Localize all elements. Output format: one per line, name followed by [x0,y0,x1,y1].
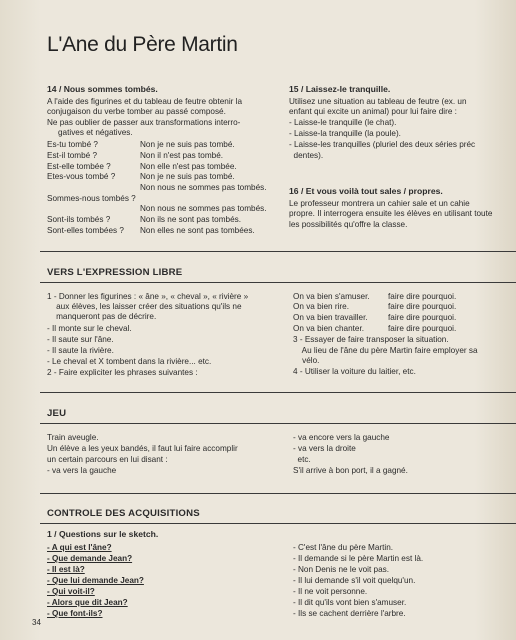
page-title: L'Ane du Père Martin [47,33,238,56]
ex14-question: Etes-vous tombé ? [47,172,116,181]
ex14-answer: Non nous ne sommes pas tombés. [140,204,267,213]
expression-instruction: faire dire pourquoi. [388,292,457,301]
ex14-intro-line: Ne pas oublier de passer aux transformations interro- [47,118,241,127]
ex15-line: enfant qui excite un animal) pour lui faire dire : [289,107,457,116]
section-divider [40,493,516,494]
expression-phrase: On va bien travailler. [293,313,368,322]
jeu-line: etc. [293,455,311,464]
expression-phrase: On va bien rire. [293,302,349,311]
ex15-line: - Laisse-le tranquille (le chat). [289,118,397,127]
ex14-intro-line: A l'aide des figurines et du tableau de feutre obtenir la [47,97,243,106]
expression-instruction: faire dire pourquoi. [388,313,457,322]
ex16-line: les possibilités qu'offre la classe. [289,220,408,229]
section-divider [40,392,516,393]
answer-line: - Il ne voit personne. [293,587,368,596]
ex14-answer: Non nous ne sommes pas tombés. [140,183,267,192]
ex14-question: Est-elle tombée ? [47,162,111,171]
ex14-answer: Non elles ne sont pas tombées. [140,226,255,235]
question-line: - Que font-ils? [47,609,103,618]
controle-subheading: 1 / Questions sur le sketch. [47,529,159,539]
ex16-heading: 16 / Et vous voilà tout sales / propres. [289,186,443,196]
ex15-heading: 15 / Laissez-le tranquille. [289,84,391,94]
expression-line: 2 - Faire expliciter les phrases suivantes : [47,368,198,377]
answer-line: - Il demande si le père Martin est là. [293,554,424,563]
expression-instruction: faire dire pourquoi. [388,302,457,311]
ex15-line: - Laisse-la tranquille (la poule). [289,129,401,138]
expression-line: - Le cheval et X tombent dans la rivière... etc. [47,357,212,366]
ex14-question: Sommes-nous tombés ? [47,194,136,203]
question-line: - Que lui demande Jean? [47,576,144,585]
ex16-line: Le professeur montrera un cahier sale et un cahie [289,199,470,208]
jeu-line: Train aveugle. [47,433,99,442]
page-number: 34 [32,618,41,627]
expression-heading: VERS L'EXPRESSION LIBRE [47,267,183,278]
answer-line: - Il lui demande s'il voit quelqu'un. [293,576,416,585]
expression-line: - Il saute la rivière. [47,346,114,355]
expression-line: 1 - Donner les figurines : « âne », « cheval », « rivière » [47,292,249,301]
expression-line: - Il monte sur le cheval. [47,324,132,333]
expression-instruction: faire dire pourquoi. [388,324,457,333]
ex14-heading: 14 / Nous sommes tombés. [47,84,158,94]
expression-line: 4 - Utiliser la voiture du laitier, etc. [293,367,416,376]
question-line: - Il est là? [47,565,85,574]
jeu-heading: JEU [47,408,67,419]
expression-line: aux élèves, les laisser créer des situations qu'ils ne [47,302,242,311]
expression-line: 3 - Essayer de faire transposer la situation. [293,335,449,344]
question-line: - Alors que dit Jean? [47,598,128,607]
answer-line: - C'est l'âne du père Martin. [293,543,394,552]
expression-line: Au lieu de l'âne du père Martin faire employer sa [293,346,478,355]
expression-line: manqueront pas de décrire. [47,312,157,321]
question-line: - Que demande Jean? [47,554,133,563]
ex14-answer: Non il n'est pas tombé. [140,151,224,160]
ex14-question: Es-tu tombé ? [47,140,98,149]
expression-line: - Il saute sur l'âne. [47,335,114,344]
question-line: - Qui voit-il? [47,587,95,596]
expression-phrase: On va bien chanter. [293,324,365,333]
controle-heading: CONTROLE DES ACQUISITIONS [47,508,200,519]
question-line: - A qui est l'âne? [47,543,112,552]
ex16-line: propre. Il interrogera ensuite les élèves en utilisant toute [289,209,493,218]
jeu-line: S'il arrive à bon port, il a gagné. [293,466,408,475]
expression-phrase: On va bien s'amuser. [293,292,370,301]
ex14-intro-line: conjugaison du verbe tomber au passé composé. [47,107,226,116]
jeu-line: Un élève a les yeux bandés, il faut lui faire accomplir [47,444,238,453]
section-divider [40,523,516,524]
section-divider [40,251,516,252]
ex15-line: Utilisez une situation au tableau de feutre (ex. un [289,97,467,106]
ex14-question: Est-il tombé ? [47,151,98,160]
jeu-line: - va encore vers la gauche [293,433,390,442]
ex14-question: Sont-elles tombées ? [47,226,124,235]
section-divider [40,423,516,424]
answer-line: - Il dit qu'ils vont bien s'amuser. [293,598,407,607]
jeu-line: - va vers la droite [293,444,356,453]
ex14-answer: Non je ne suis pas tombé. [140,140,235,149]
answer-line: - Ils se cachent derrière l'arbre. [293,609,406,618]
jeu-line: - va vers la gauche [47,466,117,475]
ex15-line: - Laisse-les tranquilles (pluriel des deux séries préc [289,140,476,149]
ex14-question: Sont-ils tombés ? [47,215,111,224]
expression-line: vélo. [293,356,320,365]
ex14-intro-line: gatives et négatives. [58,128,133,137]
ex15-line: dentes). [289,151,324,160]
ex14-answer: Non ils ne sont pas tombés. [140,215,242,224]
ex14-answer: Non je ne suis pas tombé. [140,172,235,181]
section-divider [40,282,516,283]
jeu-line: un certain parcours en lui disant : [47,455,168,464]
ex14-answer: Non elle n'est pas tombée. [140,162,237,171]
answer-line: - Non Denis ne le voit pas. [293,565,390,574]
